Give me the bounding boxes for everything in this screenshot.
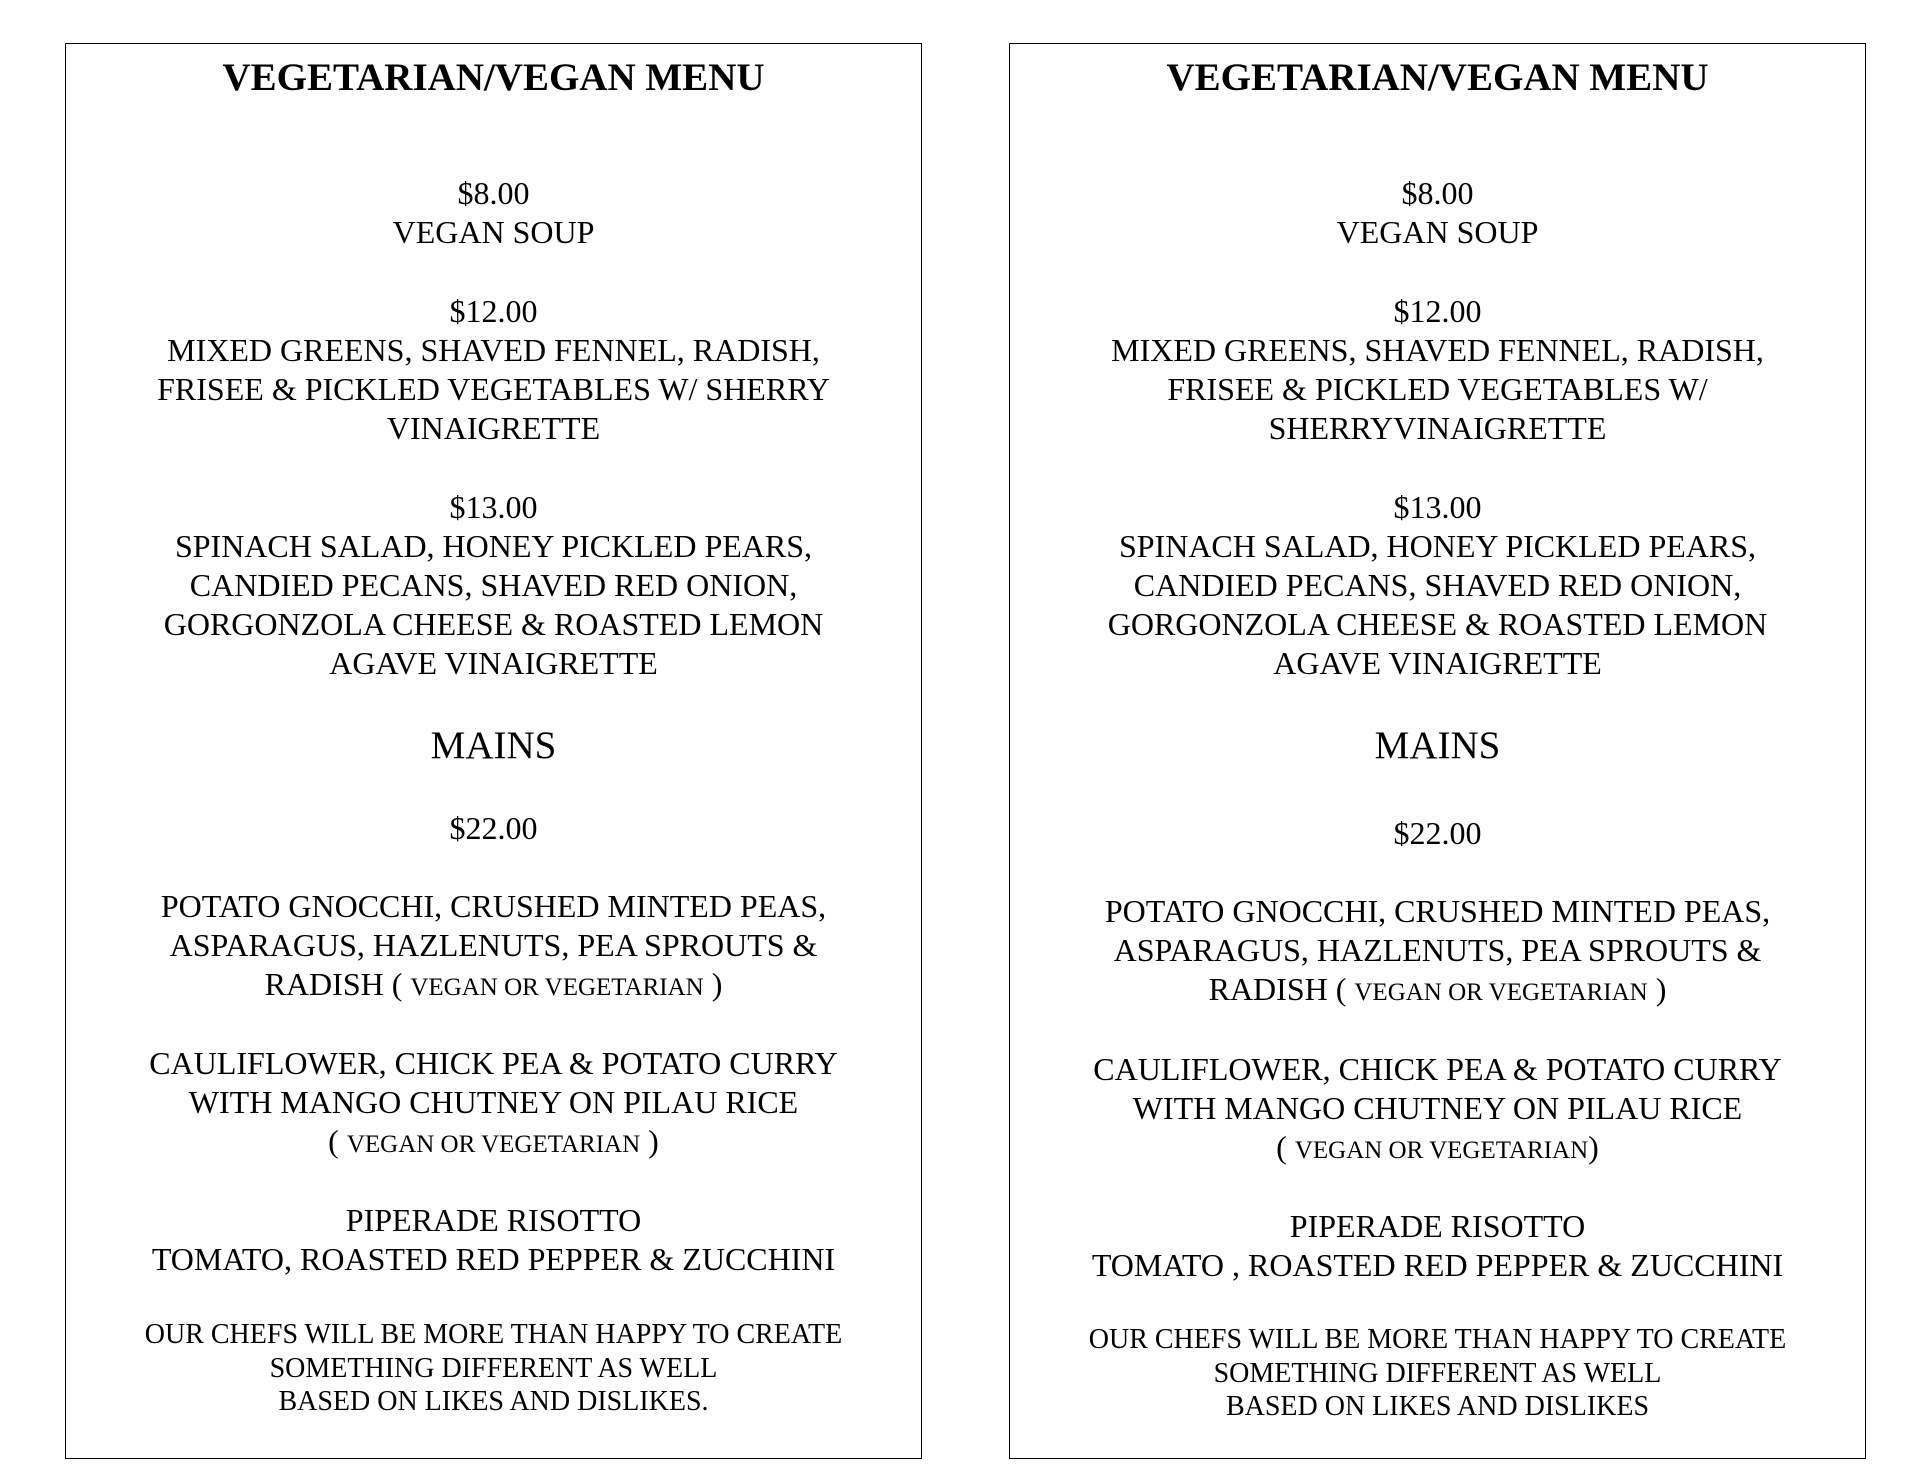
spinach-line-3: GORGONZOLA CHEESE & ROASTED LEMON [163,606,824,642]
risotto-item [66,1201,921,1279]
risotto-item [1010,1207,1865,1285]
menu-card-left [65,43,922,1459]
soup-item [1010,174,1865,252]
greens-item [1010,292,1865,448]
menu-title: VEGETARIAN/VEGAN MENU [222,56,765,99]
greens-line-1: MIXED GREENS, SHAVED FENNEL, RADISH, [167,332,820,368]
gnocchi-line-1: POTATO GNOCCHI, CRUSHED MINTED PEAS, [160,888,827,924]
mains-price: $22.00 [449,810,538,846]
spinach-item [66,488,921,683]
risotto-line-2: TOMATO , ROASTED RED PEPPER & ZUCCHINI [1091,1247,1784,1283]
spinach-line-2: CANDIED PECANS, SHAVED RED ONION, [1133,567,1742,603]
soup-name: VEGAN SOUP [1336,214,1539,250]
mains-heading: MAINS [430,724,557,767]
curry-line-1: CAULIFLOWER, CHICK PEA & POTATO CURRY [1093,1051,1782,1087]
diet-note: VEGAN OR VEGETARIAN [410,974,704,1001]
mains-price: $22.00 [1393,815,1482,851]
gnocchi-line-3: RADISH ( VEGAN OR VEGETARIAN ) [1208,971,1667,1007]
spinach-item [1010,488,1865,683]
spinach-line-1: SPINACH SALAD, HONEY PICKLED PEARS, [174,528,813,564]
greens-line-2: FRISEE & PICKLED VEGETABLES W/ SHERRY [157,371,830,407]
spinach-price: $13.00 [1393,489,1482,525]
chef-note-line-3: BASED ON LIKES AND DISLIKES. [278,1386,709,1417]
spinach-line-4: AGAVE VINAIGRETTE [1273,645,1602,681]
chef-note [1010,1323,1865,1424]
curry-item [66,1044,921,1164]
mains-heading: MAINS [1374,724,1501,767]
soup-name: VEGAN SOUP [392,214,595,250]
curry-item [1010,1050,1865,1170]
gnocchi-line-2: ASPARAGUS, HAZLENUTS, PEA SPROUTS & [169,927,818,963]
curry-line-1: CAULIFLOWER, CHICK PEA & POTATO CURRY [149,1045,838,1081]
greens-line-3: SHERRYVINAIGRETTE [1268,410,1607,446]
diet-note: VEGAN OR VEGETARIAN [346,1131,641,1158]
greens-price: $12.00 [449,293,538,329]
spinach-line-4: AGAVE VINAIGRETTE [329,645,658,681]
soup-price: $8.00 [457,175,530,211]
greens-price: $12.00 [1393,293,1482,329]
risotto-line-2: TOMATO, ROASTED RED PEPPER & ZUCCHINI [151,1241,836,1277]
chef-note-line-1: OUR CHEFS WILL BE MORE THAN HAPPY TO CREATE [144,1319,843,1350]
curry-line-3: ( VEGAN OR VEGETARIAN) [1276,1129,1599,1165]
chef-note-line-2: SOMETHING DIFFERENT AS WELL [269,1352,718,1384]
gnocchi-line-1: POTATO GNOCCHI, CRUSHED MINTED PEAS, [1104,893,1771,929]
curry-line-3: ( VEGAN OR VEGETARIAN ) [328,1123,659,1159]
spinach-line-2: CANDIED PECANS, SHAVED RED ONION, [189,567,798,603]
diet-note: VEGAN OR VEGETARIAN [1294,1137,1589,1164]
gnocchi-item [66,887,921,1007]
greens-line-1: MIXED GREENS, SHAVED FENNEL, RADISH, [1111,332,1764,368]
menu-title: VEGETARIAN/VEGAN MENU [1166,56,1709,99]
diet-note: VEGAN OR VEGETARIAN [1354,979,1648,1006]
spinach-line-1: SPINACH SALAD, HONEY PICKLED PEARS, [1118,528,1757,564]
curry-line-2: WITH MANGO CHUTNEY ON PILAU RICE [1132,1090,1743,1126]
chef-note [66,1318,921,1419]
chef-note-line-1: OUR CHEFS WILL BE MORE THAN HAPPY TO CREATE [1088,1324,1787,1355]
spinach-price: $13.00 [449,489,538,525]
greens-line-2: FRISEE & PICKLED VEGETABLES W/ [1167,371,1708,407]
risotto-line-1: PIPERADE RISOTTO [345,1202,642,1238]
gnocchi-line-2: ASPARAGUS, HAZLENUTS, PEA SPROUTS & [1113,932,1762,968]
spinach-line-3: GORGONZOLA CHEESE & ROASTED LEMON [1107,606,1768,642]
soup-price: $8.00 [1401,175,1474,211]
greens-line-3: VINAIGRETTE [386,410,601,446]
chef-note-line-2: SOMETHING DIFFERENT AS WELL [1213,1357,1662,1389]
gnocchi-item [1010,892,1865,1012]
risotto-line-1: PIPERADE RISOTTO [1289,1208,1586,1244]
gnocchi-line-3: RADISH ( VEGAN OR VEGETARIAN ) [264,966,723,1002]
chef-note-line-3: BASED ON LIKES AND DISLIKES [1225,1391,1650,1422]
soup-item [66,174,921,252]
menu-card-right [1009,43,1866,1459]
greens-item [66,292,921,448]
curry-line-2: WITH MANGO CHUTNEY ON PILAU RICE [188,1084,799,1120]
